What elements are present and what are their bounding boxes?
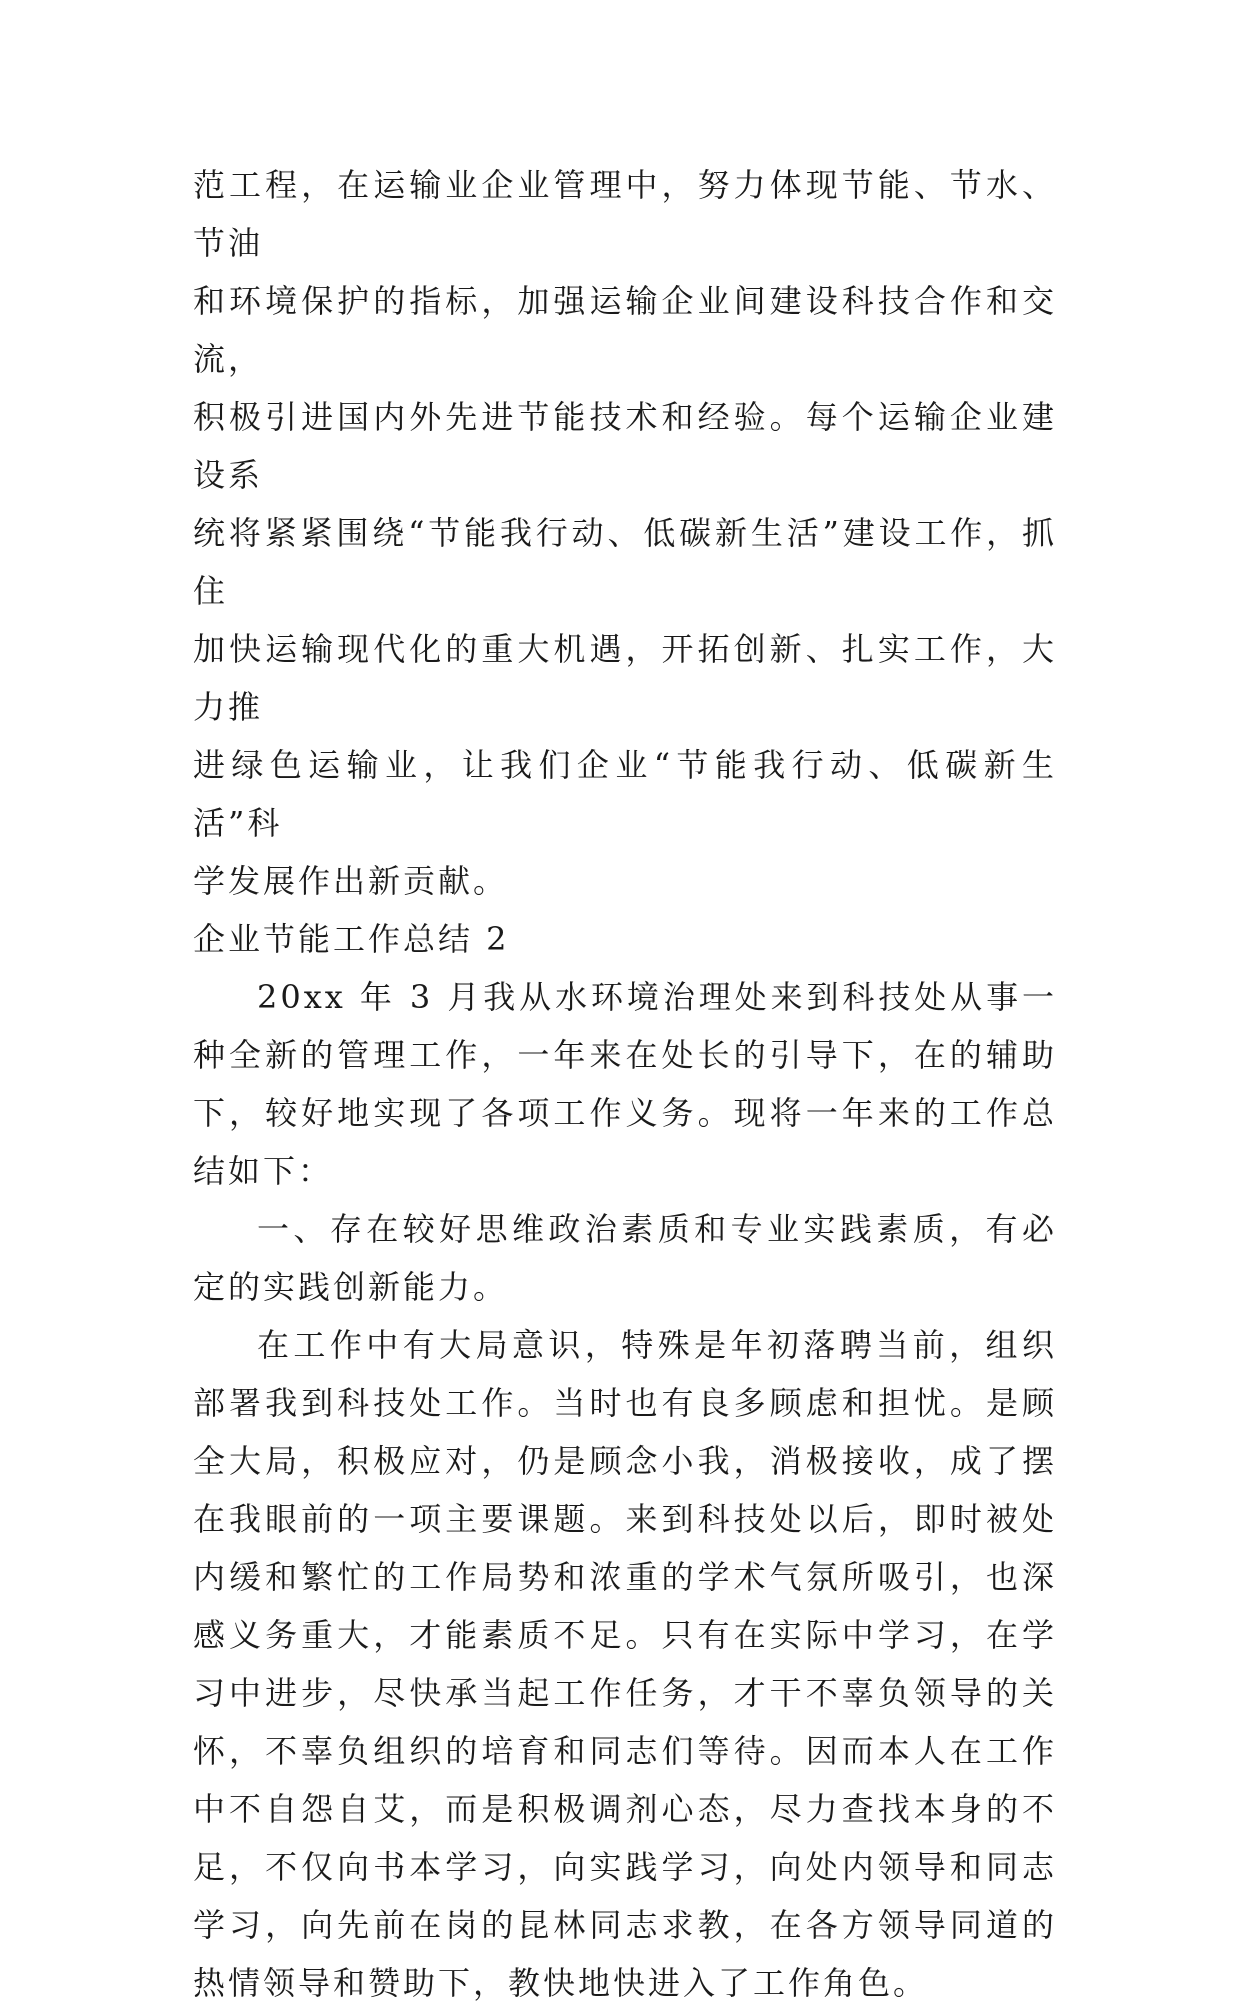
paragraph-line: 进绿色运输业，让我们企业“节能我行动、低碳新生活”科	[193, 746, 1057, 842]
section-heading: 企业节能工作总结 2	[193, 920, 510, 958]
paragraph-line: 学发展作出新贡献。	[193, 862, 509, 900]
paragraph-line: 积极引进国内外先进节能技术和经验。每个运输企业建设系	[193, 398, 1057, 494]
paragraph-continued	[193, 156, 1057, 910]
paragraph-line: 和环境保护的指标，加强运输企业间建设科技合作和交流，	[193, 282, 1057, 378]
paragraph-body: 在工作中有大局意识，特殊是年初落聘当前，组织部署我到科技处工作。当时也有良多顾虑和担忧。是顾全大局，积极应对，仍是顾念小我，消极接收，成了摆在我眼前的一项主要课题。来到科技处以后，即时被处内缓和繁忙的工作局势和浓重的学术气氛所吸引，也深感义务重大，才能素质不足。只有在实际中学习，在学习中进步，尽快承当起工作任务，才干不辜负领导的关怀，不辜负组织的培育和同志们等待。因而本人在工作中不自怨自艾，而是积极调剂心态，尽力查找本身的不足，不仅向书本学习，向实践学习，向处内领导和同志学习，向先前在岗的昆林同志求教，在各方领导同道的热情领导和赞助下，教快地快进入了工作角色。	[193, 1326, 1057, 2002]
document-body	[193, 156, 1057, 2012]
paragraph-line: 范工程，在运输业企业管理中，努力体现节能、节水、节油	[193, 166, 1057, 262]
paragraph-line: 统将紧紧围绕“节能我行动、低碳新生活”建设工作，抓住	[193, 514, 1057, 610]
paragraph-point-one: 一、存在较好思维政治素质和专业实践素质，有必定的实践创新能力。	[193, 1210, 1057, 1306]
paragraph-intro: 20xx 年 3 月我从水环境治理处来到科技处从事一种全新的管理工作，一年来在处长的引导下，在的辅助下，较好地实现了各项工作义务。现将一年来的工作总结如下：	[193, 978, 1057, 1190]
paragraph-line: 加快运输现代化的重大机遇，开拓创新、扎实工作，大力推	[193, 630, 1057, 726]
